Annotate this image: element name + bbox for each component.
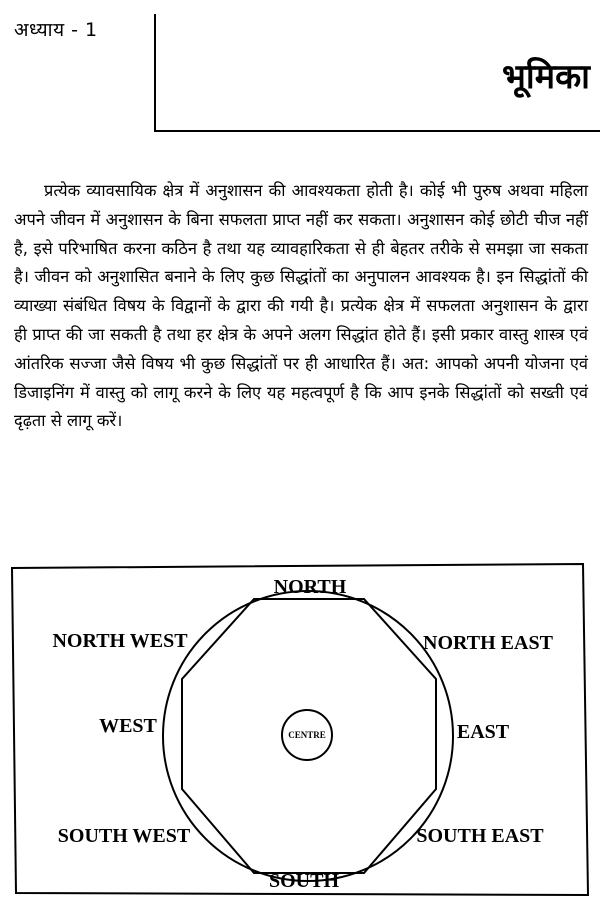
- label-north-west: NORTH WEST: [52, 630, 188, 652]
- intro-paragraph: प्रत्येक व्यावसायिक क्षेत्र में अनुशासन की आवश्यकता होती है। कोई भी पुरुष अथवा महिला अपने जीवन में अनुशासन के बिना सफलता प्राप्त नहीं कर सकता। अनुशासन कोई छोटी चीज नहीं है, इसे परिभाषित करना कठिन है तथा यह व्यावहारिकता से ही बेहतर तरीके से समझा जा सकता है। जीवन को अनुशासित बनाने के लिए कुछ सिद्धांतों का अनुपालन आवश्यक है। इन सिद्धांतों की व्याख्या संबंधित विषय के विद्वानों के द्वारा की गयी है। प्रत्येक क्षेत्र में सफलता अनुशासन के द्वारा ही प्राप्त की जा सकती है तथा हर क्षेत्र के अपने अलग सिद्धांत होते हैं। इसी प्रकार वास्तु शास्त्र एवं आंतरिक सज्जा जैसे विषय भी कुछ सिद्धांतों पर ही आधारित हैं। अत: आपको अपनी योजना एवं डिजाइनिंग में वास्तु को लागू करने के लिए यह महत्वपूर्ण है कि आप इनके सिद्धांतों को सख्ती एवं दृढ़ता से लागू करें।: [14, 181, 588, 431]
- centre-label: CENTRE: [288, 730, 326, 740]
- label-north: NORTH: [273, 576, 347, 598]
- header-divider-vertical: [154, 14, 156, 132]
- header-divider-horizontal: [155, 130, 600, 132]
- label-east: EAST: [456, 721, 510, 743]
- label-west: WEST: [99, 715, 157, 737]
- label-south-west: SOUTH WEST: [57, 825, 191, 847]
- label-south: SOUTH: [268, 870, 340, 892]
- label-north-east: NORTH EAST: [423, 632, 553, 654]
- page-title: भूमिका: [502, 57, 590, 97]
- vastu-direction-diagram: [0, 555, 600, 907]
- label-south-east: SOUTH EAST: [416, 825, 544, 847]
- chapter-label: अध्याय - 1: [14, 19, 98, 41]
- diagram-canvas: [0, 555, 600, 907]
